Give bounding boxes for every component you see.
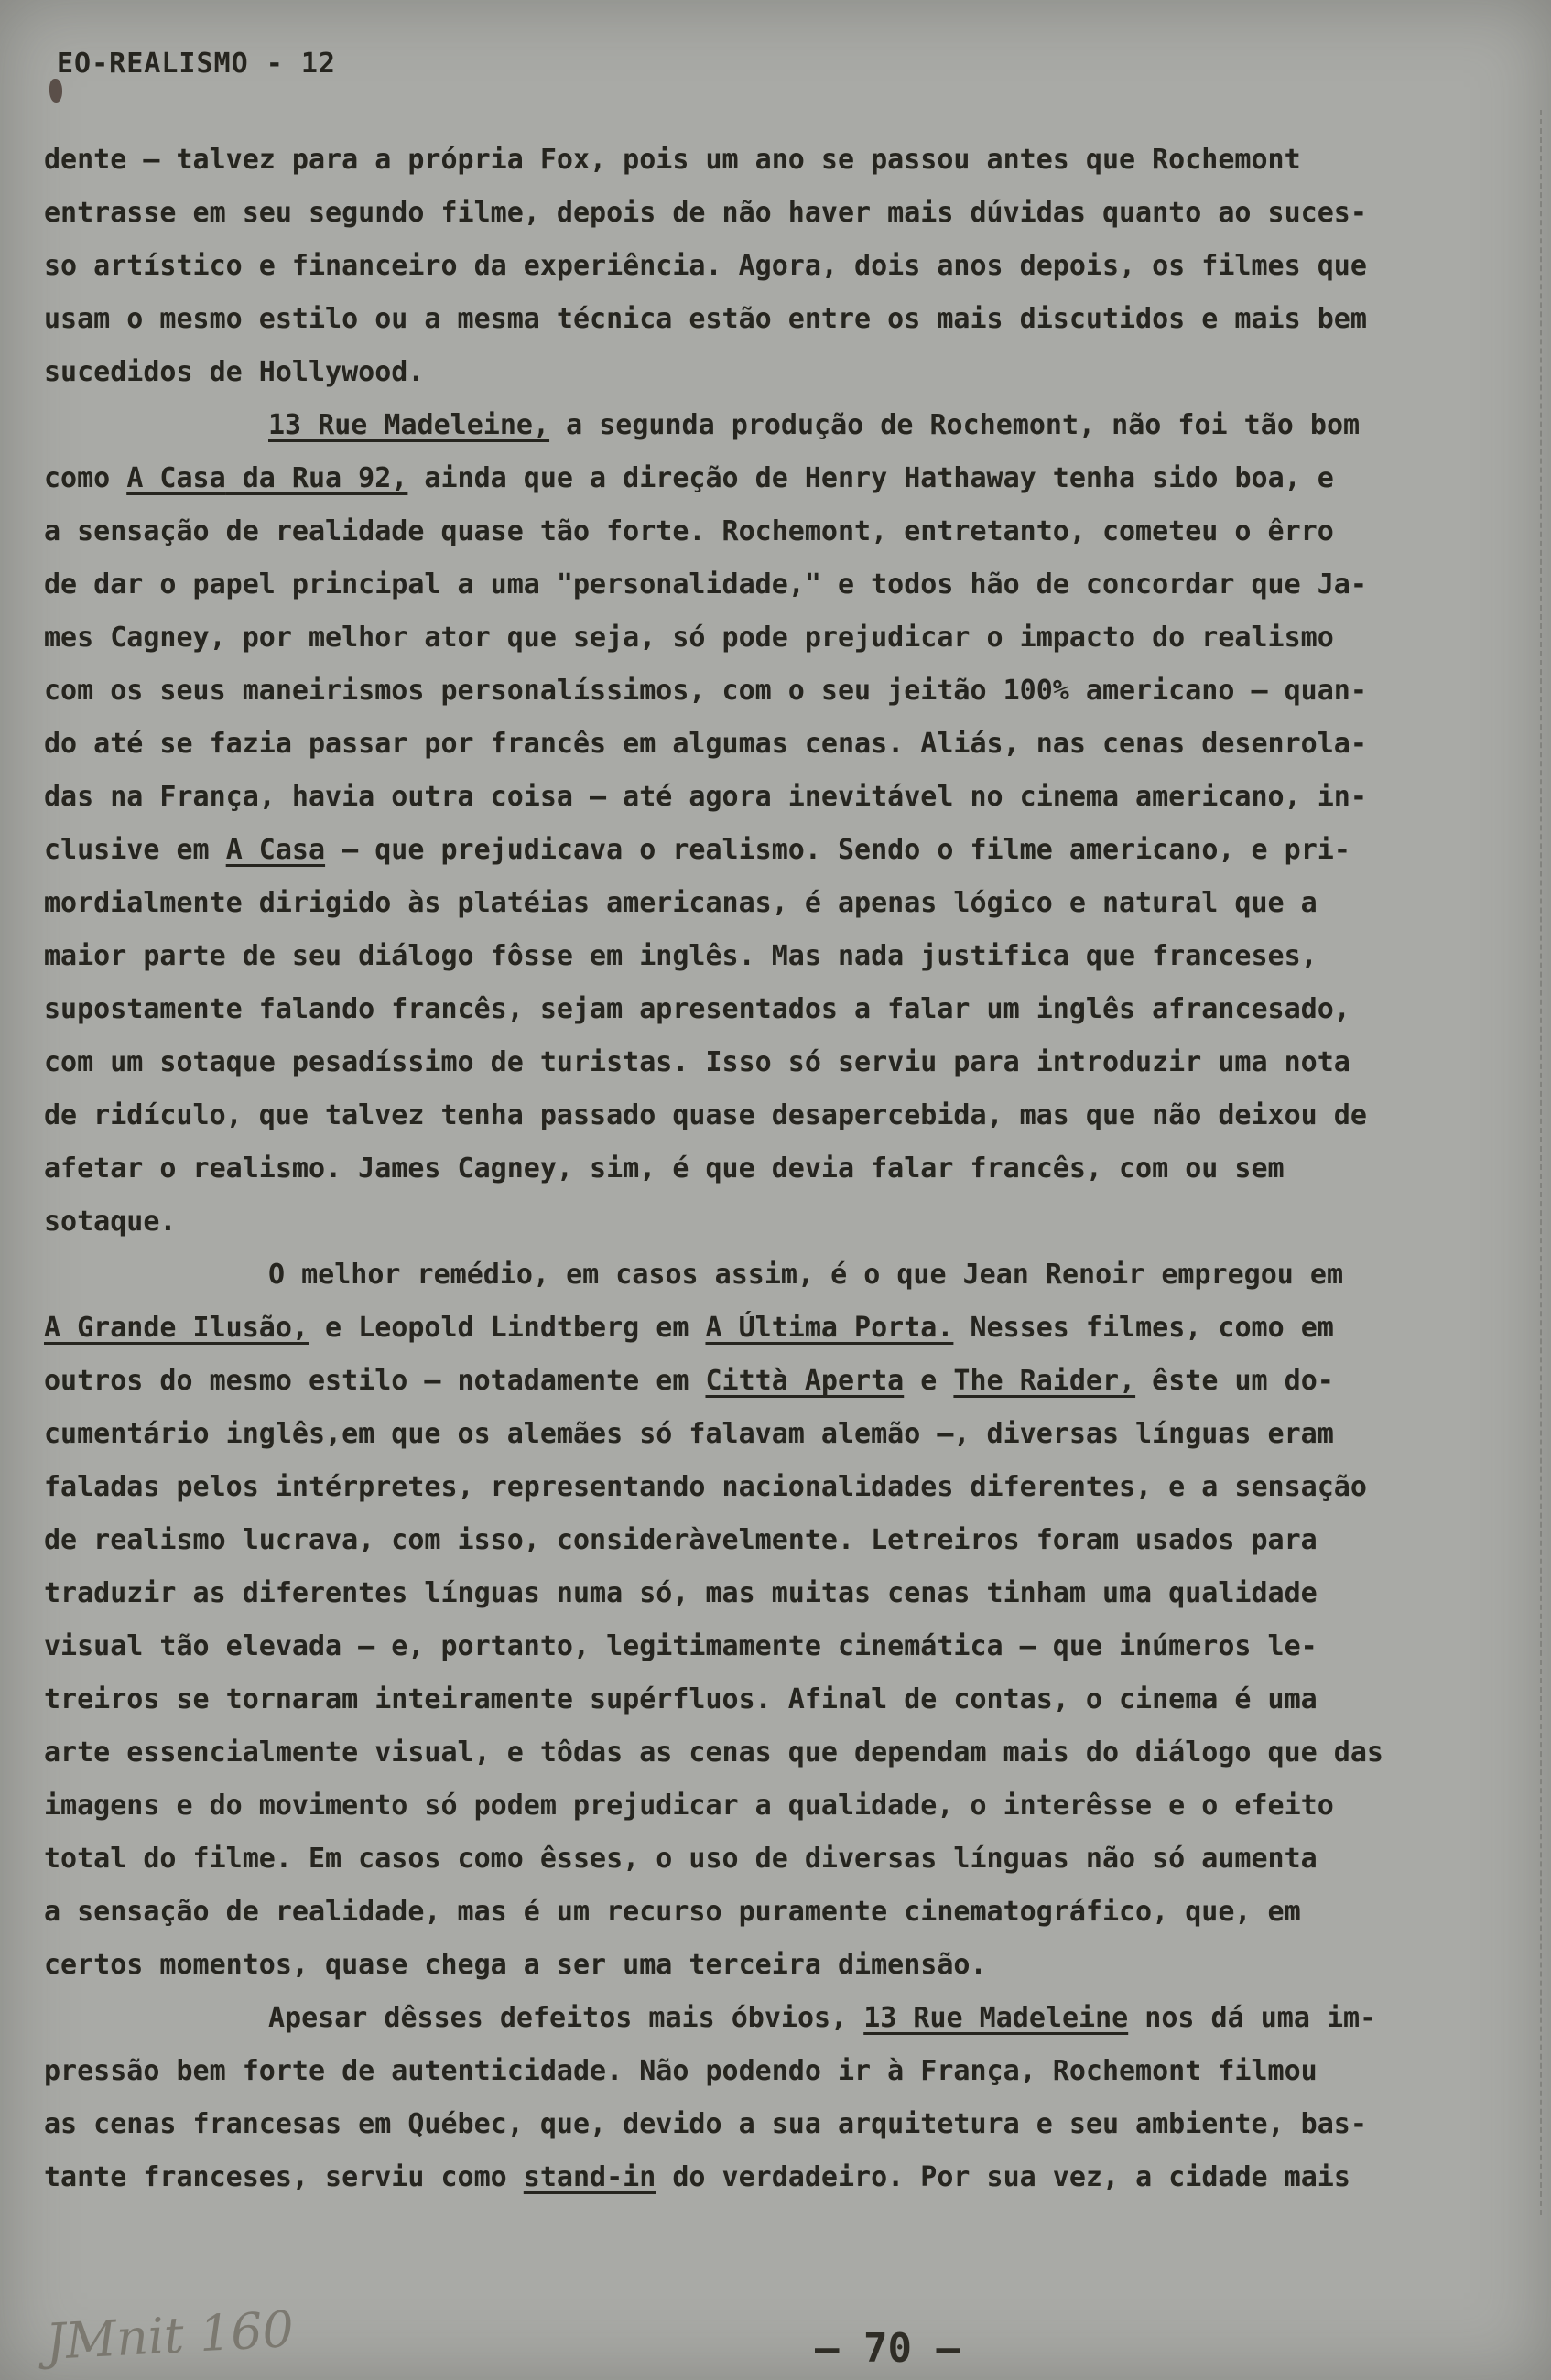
text-line: as cenas francesas em Québec, que, devido a sua arquitetura e seu ambiente, bas- <box>44 2108 1367 2140</box>
text-line: maior parte de seu diálogo fôsse em inglês. Mas nada justifica que franceses, <box>44 940 1318 972</box>
page-number: — 70 — <box>815 2325 960 2372</box>
text-line: treiros se tornaram inteiramente supérfluos. Afinal de contas, o cinema é uma <box>44 1683 1318 1715</box>
text-line: mes Cagney, por melhor ator que seja, só pode prejudicar o impacto do realismo <box>44 622 1334 654</box>
text-line: supostamente falando francês, sejam apresentados a falar um inglês afrancesado, <box>44 993 1350 1025</box>
text-line: a sensação de realidade, mas é um recurso puramente cinematográfico, que, em <box>44 1896 1301 1928</box>
typewritten-body <box>44 134 1509 2204</box>
ink-blot-mark <box>49 79 62 103</box>
text-line: Apesar dêsses defeitos mais óbvios, 13 Rue Madeleine nos dá uma im- <box>268 2002 1377 2034</box>
text-line: de dar o papel principal a uma "personalidade," e todos hão de concordar que Ja- <box>44 568 1367 600</box>
text-line: O melhor remédio, em casos assim, é o que Jean Renoir empregou em <box>268 1259 1343 1291</box>
text-line: dente — talvez para a própria Fox, pois um ano se passou antes que Rochemont <box>44 144 1301 176</box>
text-line: com os seus maneirismos personalíssimos, com o seu jeitão 100% americano — quan- <box>44 675 1367 707</box>
text-line: faladas pelos intérpretes, representando nacionalidades diferentes, e a sensação <box>44 1471 1367 1503</box>
text-line: arte essencialmente visual, e tôdas as cenas que dependam mais do diálogo que das <box>44 1736 1383 1769</box>
page-header: EO-REALISMO - 12 <box>57 48 336 80</box>
text-line: imagens e do movimento só podem prejudicar a qualidade, o interêsse e o efeito <box>44 1790 1334 1822</box>
text-line: sucedidos de Hollywood. <box>44 356 425 388</box>
text-line: de ridículo, que talvez tenha passado quase desapercebida, mas que não deixou de <box>44 1099 1367 1131</box>
text-line: entrasse em seu segundo filme, depois de não haver mais dúvidas quanto ao suces- <box>44 197 1367 229</box>
text-line: sotaque. <box>44 1206 177 1238</box>
text-line: total do filme. Em casos como êsses, o uso de diversas línguas não só aumenta <box>44 1843 1318 1875</box>
text-line: A Grande Ilusão, e Leopold Lindtberg em A Última Porta. Nesses filmes, como em <box>44 1312 1334 1344</box>
handwritten-archive-note: JMnit 160 <box>44 2299 296 2372</box>
text-line: das na França, havia outra coisa — até agora inevitável no cinema americano, in- <box>44 781 1367 813</box>
text-line: do até se fazia passar por francês em algumas cenas. Aliás, nas cenas desenrola- <box>44 728 1367 760</box>
text-line: com um sotaque pesadíssimo de turistas. Isso só serviu para introduzir uma nota <box>44 1046 1350 1078</box>
text-line: mordialmente dirigido às platéias americanas, é apenas lógico e natural que a <box>44 887 1318 919</box>
text-line: usam o mesmo estilo ou a mesma técnica estão entre os mais discutidos e mais bem <box>44 303 1367 335</box>
text-line: tante franceses, serviu como stand-in do verdadeiro. Por sua vez, a cidade mais <box>44 2161 1350 2193</box>
text-line: 13 Rue Madeleine, a segunda produção de Rochemont, não foi tão bom <box>268 409 1361 441</box>
text-line: afetar o realismo. James Cagney, sim, é que devia falar francês, com ou sem <box>44 1152 1285 1185</box>
text-line: outros do mesmo estilo — notadamente em Città Aperta e The Raider, êste um do- <box>44 1365 1334 1397</box>
text-line: de realismo lucrava, com isso, consideràvelmente. Letreiros foram usados para <box>44 1524 1318 1556</box>
text-line: clusive em A Casa — que prejudicava o realismo. Sendo o filme americano, e pri- <box>44 834 1350 866</box>
text-line: cumentário inglês,em que os alemães só falavam alemão —, diversas línguas eram <box>44 1418 1334 1450</box>
text-line: pressão bem forte de autenticidade. Não podendo ir à França, Rochemont filmou <box>44 2055 1318 2087</box>
text-line: como A Casa da Rua 92, ainda que a direção de Henry Hathaway tenha sido boa, e <box>44 462 1334 494</box>
text-line: a sensação de realidade quase tão forte. Rochemont, entretanto, cometeu o êrro <box>44 515 1334 547</box>
paper-edge-wear <box>1529 110 1542 2215</box>
text-line: traduzir as diferentes línguas numa só, mas muitas cenas tinham uma qualidade <box>44 1577 1318 1609</box>
text-line: visual tão elevada — e, portanto, legitimamente cinemática — que inúmeros le- <box>44 1630 1318 1662</box>
text-line: certos momentos, quase chega a ser uma terceira dimensão. <box>44 1949 987 1981</box>
text-line: so artístico e financeiro da experiência. Agora, dois anos depois, os filmes que <box>44 250 1367 282</box>
